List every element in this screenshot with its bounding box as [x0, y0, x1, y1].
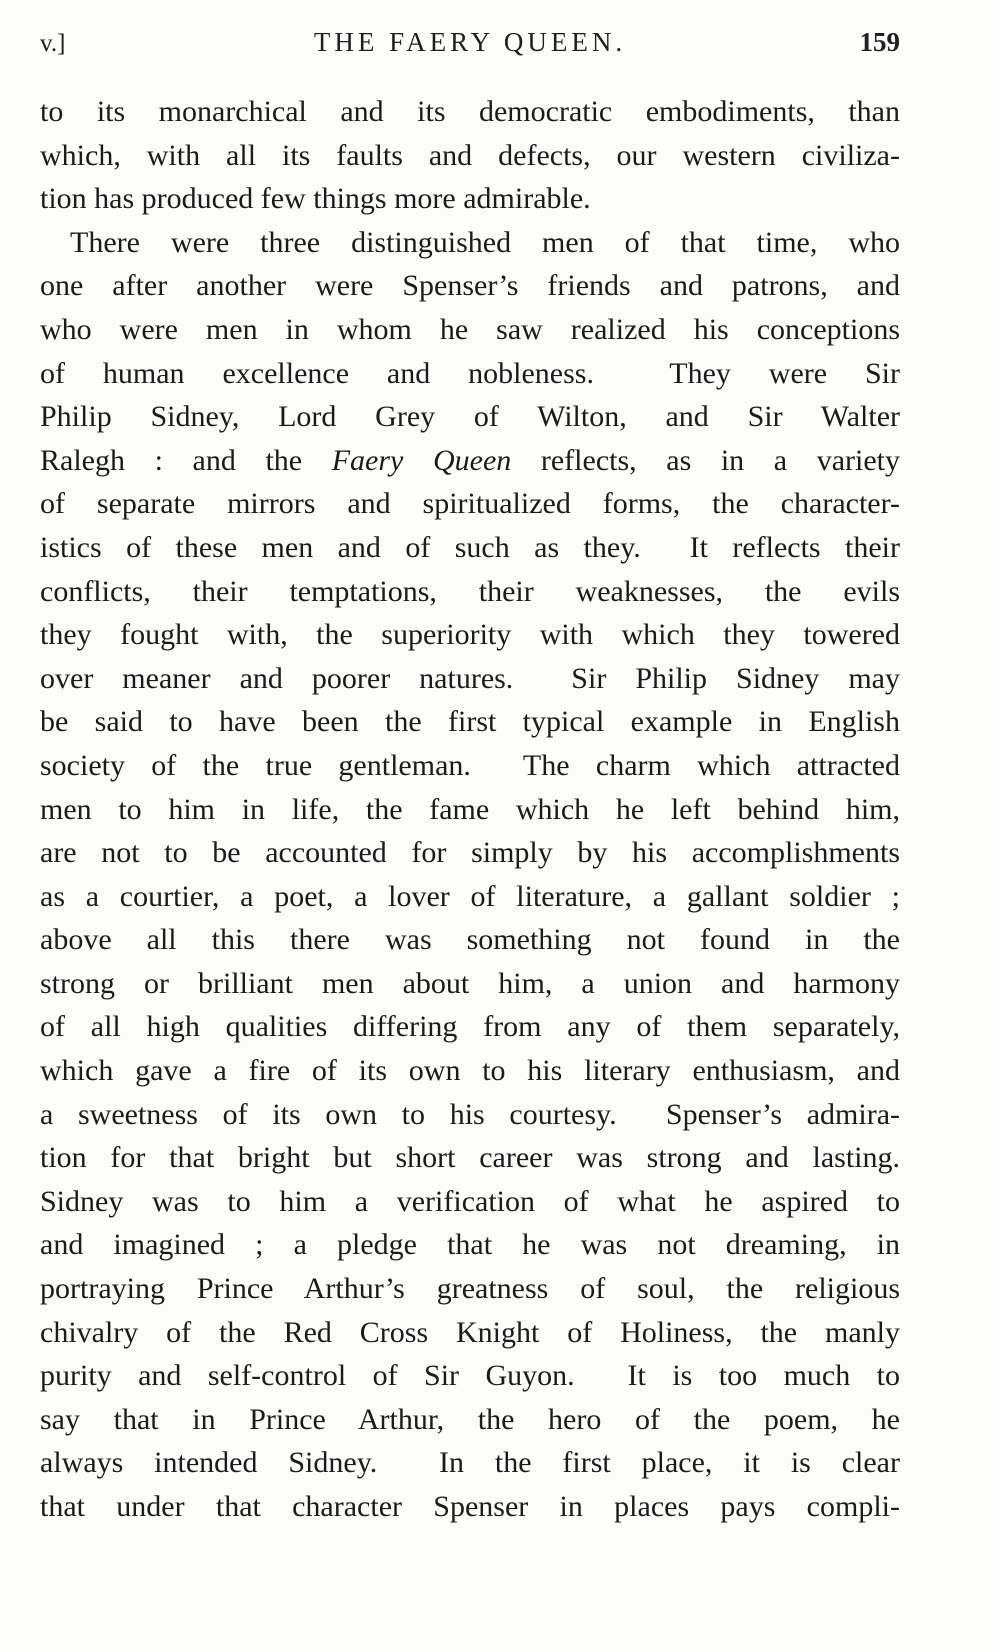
text-segment: which gave a fire of its own to his literary enthusiasm, and: [40, 1054, 900, 1088]
text-line: [40, 1136, 900, 1180]
running-head: [40, 26, 900, 60]
text-segment: one after another were Spenser’s friends and patrons, and: [40, 269, 900, 303]
text-line: [40, 613, 900, 657]
text-segment: society of the true gentleman. The charm which attracted: [40, 748, 900, 782]
text-line: [40, 700, 900, 744]
text-line: [40, 352, 900, 396]
text-line: [40, 1441, 900, 1485]
text-line: [40, 1267, 900, 1311]
text-line: [40, 134, 900, 178]
page-body: [40, 90, 900, 1529]
running-title: THE FAERY QUEEN.: [313, 27, 627, 57]
text-line: [40, 395, 900, 439]
text-line: [40, 526, 900, 570]
text-segment: are not to be accounted for simply by his accomplishments: [40, 836, 900, 870]
text-line: [40, 1005, 900, 1049]
text-segment: say that in Prince Arthur, the hero of the poem, he: [40, 1402, 900, 1436]
text-segment: tion has produced few things more admirable.: [40, 182, 591, 216]
text-segment: Sidney was to him a verification of what he aspired to: [40, 1184, 900, 1218]
text-segment: There were three distinguished men of that time, who: [70, 225, 900, 259]
text-line: [40, 1354, 900, 1398]
section-signature: v.]: [40, 30, 66, 57]
text-line: [40, 962, 900, 1006]
text-line: [40, 918, 900, 962]
text-segment: they fought with, the superiority with which they towered: [40, 618, 900, 652]
text-line: [40, 482, 900, 526]
text-line: [40, 831, 900, 875]
text-line: [40, 1093, 900, 1137]
text-line: [40, 875, 900, 919]
italic-text: Faery Queen: [331, 443, 512, 477]
text-segment: conflicts, their temptations, their weaknesses, the evils: [40, 574, 900, 608]
text-line: [40, 1223, 900, 1267]
text-segment: strong or brilliant men about him, a union and harmony: [40, 966, 900, 1000]
text-line: [40, 90, 900, 134]
text-line: [40, 221, 900, 265]
text-segment: of human excellence and nobleness. They were Sir: [40, 356, 900, 390]
text-line: [40, 1311, 900, 1355]
text-segment: of all high qualities differing from any of them separately,: [40, 1010, 900, 1044]
text-segment: tion for that bright but short career was strong and lasting.: [40, 1141, 900, 1175]
text-segment: as a courtier, a poet, a lover of literature, a gallant soldier ;: [40, 879, 900, 913]
text-segment: above all this there was something not found in the: [40, 923, 900, 957]
text-line: [40, 264, 900, 308]
text-segment: and imagined ; a pledge that he was not dreaming, in: [40, 1228, 900, 1262]
text-segment: over meaner and poorer natures. Sir Philip Sidney may: [40, 661, 900, 695]
page-number: 159: [859, 27, 900, 57]
text-line: [40, 439, 900, 483]
text-line: [40, 788, 900, 832]
text-segment: portraying Prince Arthur’s greatness of soul, the religious: [40, 1272, 900, 1306]
text-line: [40, 657, 900, 701]
text-segment: of separate mirrors and spiritualized forms, the character-: [40, 487, 900, 521]
text-segment: Philip Sidney, Lord Grey of Wilton, and Sir Walter: [40, 400, 900, 434]
text-line: [40, 1398, 900, 1442]
text-segment: chivalry of the Red Cross Knight of Holiness, the manly: [40, 1315, 900, 1349]
text-segment: men to him in life, the fame which he left behind him,: [40, 792, 900, 826]
text-segment: purity and self-control of Sir Guyon. It is too much to: [40, 1359, 900, 1393]
text-line: [40, 1049, 900, 1093]
text-segment: istics of these men and of such as they. It reflects their: [40, 530, 900, 564]
text-segment: a sweetness of its own to his courtesy. Spenser’s admira-: [40, 1097, 900, 1131]
text-line: [40, 1485, 900, 1529]
text-line: [40, 744, 900, 788]
text-line: [40, 570, 900, 614]
text-segment: always intended Sidney. In the first place, it is clear: [40, 1446, 900, 1480]
text-segment: that under that character Spenser in places pays compli-: [40, 1490, 900, 1523]
text-line: [40, 308, 900, 352]
text-segment: be said to have been the first typical example in English: [40, 705, 900, 739]
text-segment: Ralegh : and the: [40, 443, 332, 477]
text-line: [40, 1180, 900, 1224]
text-line: [40, 177, 900, 221]
text-segment: who were men in whom he saw realized his conceptions: [40, 312, 900, 346]
text-segment: which, with all its faults and defects, our western civiliza-: [40, 138, 900, 172]
text-segment: reflects, as in a variety: [511, 443, 901, 477]
text-segment: to its monarchical and its democratic embodiments, than: [40, 95, 900, 128]
